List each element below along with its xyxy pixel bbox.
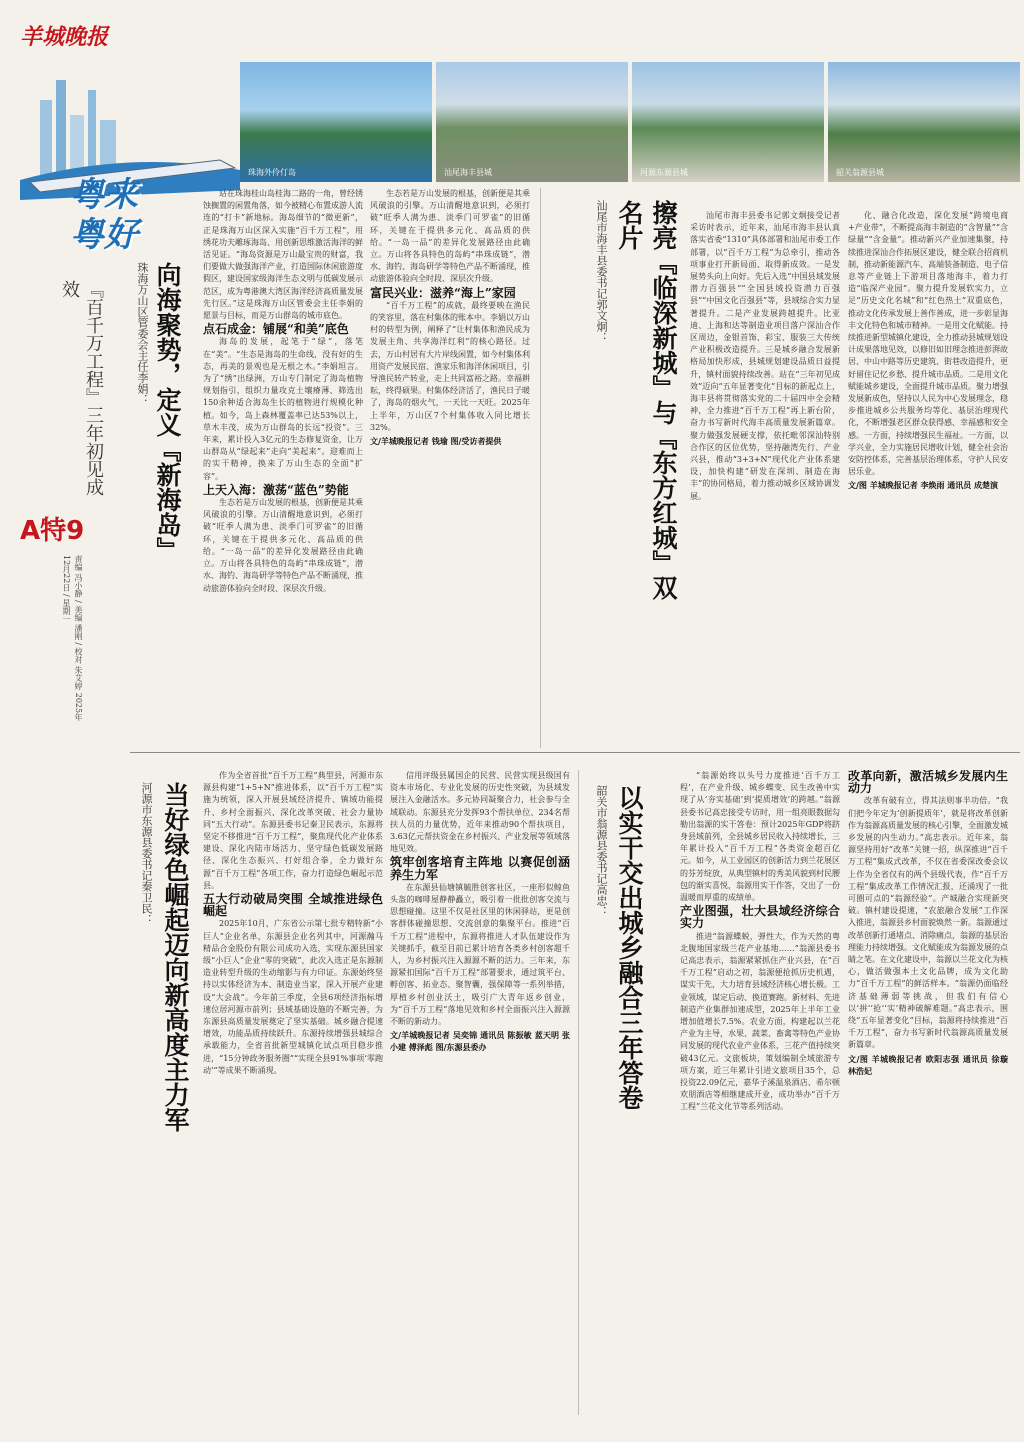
photo-caption: 河源东源县城: [640, 168, 688, 177]
paragraph: 信用评级县属国企的民营、民营实现县级国有资本市场化、专业化发展的历史性突破，为县域发展注入金融活水。多元协同凝聚合力，社会参与全域联动。东源县充分发挥93个帮扶单位、234名帮扶人员的力量优势，近年来推动90个帮扶项目，3.63亿元帮扶资金在乡村振兴、产业发展等领域落地见效。: [390, 771, 570, 854]
byline: 文/羊城晚报记者 吴奕锦 通讯员 陈振敏 蓝天明 张小建 傅泽彪 图/东源县委办: [390, 1030, 570, 1053]
section-heading: 五大行动破局突围 全域推进绿色崛起: [203, 892, 383, 919]
article-4-column-2: [848, 770, 1008, 1415]
paragraph: 化、融合化改造，深化发展“跨境电商+产业带”，不断提高海丰制造的“含智量”“含绿量”“含金量”。推动新兴产业加速集聚，持续推进深汕合作拓展区建设，健全联合招商机制，推动新能源汽车、高端装备制造、电子信息等产业链上下游项目落地海丰，着力打造“临深产业园”。聚力提升发展软实力，立足“历史文化名城”和“红色热土”双重底色，推动文化传承发展上善作善成，进一步彰显海丰文化特色和城市精神。一是用文化赋能。持续推进新型城镇化建设，全力推动县城规划设计成果落地见效，以修旧如旧理念推进彭湃故居、中山中路等历史建筑、街巷改造提升，更好留住记忆乡愁、提升城市品质。二是用文化赋能城乡建设，全面提升城市品质。聚力增强发展新成色，坚持以人民为中心发展理念，稳步推进城乡公共服务均等化、基层治理现代化，不断增强老区群众获得感、幸福感和安全感。一方面，持续增强民生福祉。一方面，以学兴业，全力实施居民增收计划，健全社会治安防控体系，完善基层治理体系，守护人民安居乐业。: [848, 211, 1008, 477]
byline: 文/羊城晚报记者 钱瑜 图/受访者提供: [370, 436, 502, 447]
paragraph: 生态若是万山发展的根基，创新便是其乘风破浪的引擎。万山清醒地意识到，必须打破“旺季人满为患、淡季门可罗雀”的旧循环，关键在于提供多元化、高品质的供给。“一岛一品”的差异化发展路径由此确立。万山将各具特色的岛屿“串珠成链”，潜水、海钓、海岛研学等特色产品不断涌现，推动旅游体验向全时段、深层次升级。: [370, 189, 530, 284]
section-heading: 富民兴业：滋养“海上”家园: [370, 285, 516, 300]
photo-shanwei: [436, 62, 628, 182]
photo-heyuan: [632, 62, 824, 182]
article-2-headline: 擦亮『临深新城』与『东方红城』双名片: [615, 200, 678, 600]
byline: 文/图 羊城晚报记者 欧阳志强 通讯员 徐璇 林浩妃: [848, 1053, 1008, 1076]
brand-line-1: 粤来: [70, 175, 138, 215]
article-2-column-1: [690, 210, 840, 750]
paragraph: “翁源始终以头号力度推进‘百千万工程’，在产业升级、城乡蝶变、民生改善中实现了从‘夯实基础’到‘提质增效’的跨越。”翁源县委书记高忠接受专访时，用一组亮眼数据勾勒出翁源的实干答卷：预计2025年GDP将跻身县域前列，全县城乡居民收入持续增长，三年累计投入“百千万工程”各类资金超百亿元。如今，从工业园区的创新活力到兰花展区的芬芳绽放，从典型镇村的秀美风貌到村民腰包的渐实喜悦，翁源用实干作答，交出了一份温暖而厚重的成绩单。: [680, 771, 840, 903]
paragraph: “百千万工程”的成就，最终要映在渔民的笑容里，落在村集体的账本中。李娟以万山村的转型为例，阐释了“让村集体和渔民成为发展主角、共享海洋红利”的核心路径。过去，万山村居有大片岸线闲置，如今村集体利用资产发展民宿、渔家乐和海洋休闲项目，引导渔民转产转业，走上共同富裕之路。幸福耕耘，终得硕果。村集体经济活了，渔民日子暖了，海岛的烟火气，一天比一天旺。2025年上半年，万山区7个村集体收入同比增长32%。: [370, 300, 530, 432]
column-brand: [70, 175, 138, 255]
column-divider: [540, 188, 541, 748]
byline: 文/图 羊城晚报记者 李焕雨 通讯员 成楚演: [848, 480, 999, 491]
paragraph: 作为全省首批“百千万工程”典型县，河源市东源县构建“1+5+N”推进体系，以“百千万工程”实施为统领，深入开展县域经济提升、镇域功能提升、乡村全面振兴、深化改革突破、社会力量协同“五大行动”。东源县委书记秦卫民表示，东源将坚定不移推进“百千万工程”，聚焦现代化产业体系建设、深化内陆市场活力、坚守绿色低碳发展路径、深化生态振兴、打好组合拳，全力做好东源“百千万工程”各项工作，奋力打造绿色崛起示范县。: [203, 771, 383, 890]
column-divider: [578, 770, 579, 1415]
article-3-subhead: 河源市东源县委书记秦卫民：: [140, 782, 153, 925]
article-2-column-2: [848, 210, 1008, 750]
photo-shaoguan: [828, 62, 1020, 182]
section-heading: 筑牢创客培育主阵地 以赛促创涵养生力军: [390, 855, 570, 882]
paragraph: 在东源县仙塘镇毓胜创客社区，一座形似鲸鱼头盔的咖啡屋静静矗立，吸引着一批批创客交流与思想碰撞。这里不仅是社区里的休闲驿站，更是创客群体碰撞思想、交流创意的集聚平台。推进“百千万工程”进程中，东源将推进人才队伍建设作为关键抓手，截至目前已累计培育各类乡村创客超千人，为乡村振兴注入源源不断的活力。三年来，东源紧扣国际“百千万工程”部署要求，通过筑平台、孵创客、拓业态、聚智囊，强保障等一系列举措，厚植乡村创业沃土，吸引广大青年返乡创业，为“百千万工程”落地见效和乡村全面振兴注入源源不断的新动力。: [390, 882, 570, 1027]
brand-line-2: 粤好: [70, 215, 138, 255]
article-1-headline: 向海聚势，定义『新海岛』: [153, 262, 182, 562]
newspaper-logo: 羊城晚报: [20, 25, 109, 50]
article-1-column-1: [203, 188, 363, 748]
article-3-column-1: [203, 770, 383, 1415]
article-4-column-1: [680, 770, 840, 1415]
article-1-subhead: 珠海万山区管委会主任李娟：: [136, 262, 149, 405]
section-heading: 上天入海：激荡“蓝色”势能: [203, 482, 349, 497]
paragraph: 生态若是万山发展的根基，创新便是其乘风破浪的引擎。万山清醒地意识到，必须打破“旺季人满为患、淡季门可罗雀”的旧循环，关键在于提供多元化、高品质的供给。“一岛一品”的差异化发展路径由此确立。万山将各具特色的岛屿“串珠成链”，潜水、海钓、海岛研学等特色产品不断涌现，推动旅游体验向全时段、深层次升级。: [203, 498, 363, 593]
photo-caption: 汕尾海丰县城: [444, 168, 492, 177]
section-heading: 产业图强，壮大县域经济综合实力: [680, 904, 840, 931]
photo-caption: 珠海外伶仃岛: [248, 168, 296, 177]
article-3-column-2: [390, 770, 570, 1415]
article-3-headline: 当好绿色崛起迈向新高度主力军: [161, 782, 190, 1132]
photo-strip: [240, 62, 1020, 182]
photo-caption: 韶关翁源县城: [836, 168, 884, 177]
article-1-column-2: [370, 188, 530, 748]
article-4-headline: 以实干交出城乡融合三年答卷: [615, 785, 644, 1110]
photo-zhuhai: [240, 62, 432, 182]
paragraph: 海岛的发展，起笔于“绿”，落笔在“美”。“生态是海岛的生命线，没有好的生态，再美的景观也是无根之木。”李娟坦言。为了“绣”出绿洲，万山专门制定了海岛植物规划指引，组织力量攻克土壤瘠薄、筛选出150余种适合海岛生长的植物进行规模化种植。如今，岛上森林覆盖率已达53%以上，草木丰茂，成为万山群岛的长远“投资”。三年来，累计投入3亿元的生态修复资金，让万山群岛从“绿起来”走向“美起来”。迎难而上的实干精神，换来了万山生态的全面“扩容”。: [203, 337, 363, 481]
article-2-subhead: 汕尾市海丰县委书记郭文炯：: [595, 200, 608, 343]
paragraph: 2025年10月，广东省公示第七批专精特新“小巨人”企业名单，东源县企业名列其中，河源瀚马精品合金股份有限公司成功入选，实现东源县国家级“小巨人”企业“零的突破”，此次入选正是东源制造业转型升级的生动缩影与有力印证。东源始终坚持以实体经济为本、制造业当家，深入开展产业建设“大会战”。今年前三季度，全县6项经济指标增速位居河源市前列；县域基础设施的不断完善，为东源县高质量发展奠定了坚实基础。城乡融合提速增效，功能品质持续跃升。东源持续增强县城综合承载能力，全省首批新型城镇化试点项目稳步推进，“15分钟政务服务圈”“实现全县91%事项‘零跑动’”等成果不断涌现。: [203, 919, 383, 1075]
paragraph: 汕尾市海丰县委书记郭文炯接受记者采访时表示，近年来，汕尾市海丰县认真落实省委“1310”具体部署和汕尾市委工作部署，以“百千万工程”为总牵引，推动各项事业打开新局面、取得新成效。一是发展势头向上向好。先后入选“中国县域发展潜力百强县”“全国县域投资潜力百强县”“中国文化百强县”等，县域综合实力显著提升。二是产业发展跨越提升。比亚迪、上海和达等制造业项目落户深汕合作区周边，金银首饰、彩宝、服装三大传统产业积极改造提升。三是城乡融合发展新格局加快形成，县城规划建设品质日益提升，镇村面貌持续改善。站在“三年初见成效”迈向“五年显著变化”目标的新起点上，海丰县将贯彻落实党的二十届四中全会精神，全力推进“百千万工程”再上新台阶，奋力书写新时代海丰高质量发展新篇章。聚力做强发展硬支撑，依托毗邻深汕特别合作区的区位优势，坚持融湾先行、产业兴县，推动“3+3+N”现代化产业体系建设，加快构建“研发在深圳、制造在海丰”的协同格局，着力推动城乡区域协调发展。: [690, 211, 840, 501]
paragraph: 推进“翁源蝶蜕，弹性大，作为天然的粤北腹地国家级兰花产业基地……”翁源县委书记高忠表示，翁源紧紧抓住产业兴县，在“百千万工程”启动之初，翁源便抢抓历史机遇，谋实干先，大力培育县域经济核心增长极。工业领域，谋定后动、换道赛跑。新材料、先进制造产业集群加速成型，2025年上半年工业增加值增长7.5%。农业方面，构建起以兰花产业为主导，水果、蔬菜、畜禽等特色产业协同发展的现代农业产业体系，三花产值持续突破43亿元。文旅板块，策划编制全域旅游专项方案，近三年累计引进文旅项目35个，总投资22.09亿元，嘉华子溪温泉酒店、希尔顿欢朋酒店等相继建成开业，成功举办“百千万工程”兰花文化节等系列活动。: [680, 931, 840, 1112]
section-divider: [130, 752, 1020, 753]
section-heading: 改革向新，激活城乡发展内生动力: [848, 770, 1008, 796]
paragraph: 站在珠海桂山岛桂海二路的一角，曾经锈蚀搁置的闲置角落，如今被精心布置成游人流连的“打卡”新地标。海岛细节的“微更新”，正是珠海万山区深入实施“百千万工程”，用绣花功夫雕琢海岛、用创新思维激活海洋的鲜活见证。“海岛资源是万山最宝贵的财富，我们要做大做强海洋产业，打造国际休闲旅游度假区，建设国家级海洋生态文明与低碳发展示范区，成为粤港澳大湾区海洋经济高质量发展先行区。”这是珠海万山区管委会主任李娟的愿景与目标，而是万山群岛的城市底色。: [203, 189, 363, 321]
section-heading: 点石成金：铺展“和美”底色: [203, 322, 349, 337]
series-title: 『百千万工程』三年初见成效: [59, 280, 104, 496]
editor-credits: 责编 冯小静 / 美编 潘刚 / 校对 朱艾婷 2025年12月22日 / 星期一: [62, 555, 83, 722]
paragraph: 改革有破有立，得其法则事半功倍。“我们把今年定为‘创新提质年’，就是将改革创新作为翁源高质量发展的核心引擎，全面激发城乡发展的内生动力。”高忠表示。近年来，翁源坚持用好“改革”关键一招，纵深推进“百千万工程”集成式改革，不仅在省委深改委会议上作为全省仅有的两个县级代表，作“百千万工程”集成改革工作情况汇报，还涌现了一批可圈可点的“翁源经验”。产城融合实现新突破。镇村建设提速，“农旅融合发展”工作深入推进，翁源县乡村面貌焕然一新。翁源通过改革创新打通堵点、消除痛点，翁源的基层治理能力持续增强。文化赋能成为翁源发展的点睛之笔。在文化建设中，翁源以兰花文化为核心，做活做强本土文化品牌，成为文化助力“百千万工程”的鲜活样本。“翁源仍面临经济基础薄弱等挑战，但我们有信心以‘拼’‘抢’‘实’精神破解难题。”高忠表示，围绕“五年显著变化”目标，翁源将持续推进“百千万工程”，奋力书写新时代翁源高质量发展新篇章。: [848, 796, 1008, 1050]
article-4-subhead: 韶关市翁源县委书记高忠：: [595, 785, 608, 917]
section-label: A特9: [20, 516, 85, 546]
